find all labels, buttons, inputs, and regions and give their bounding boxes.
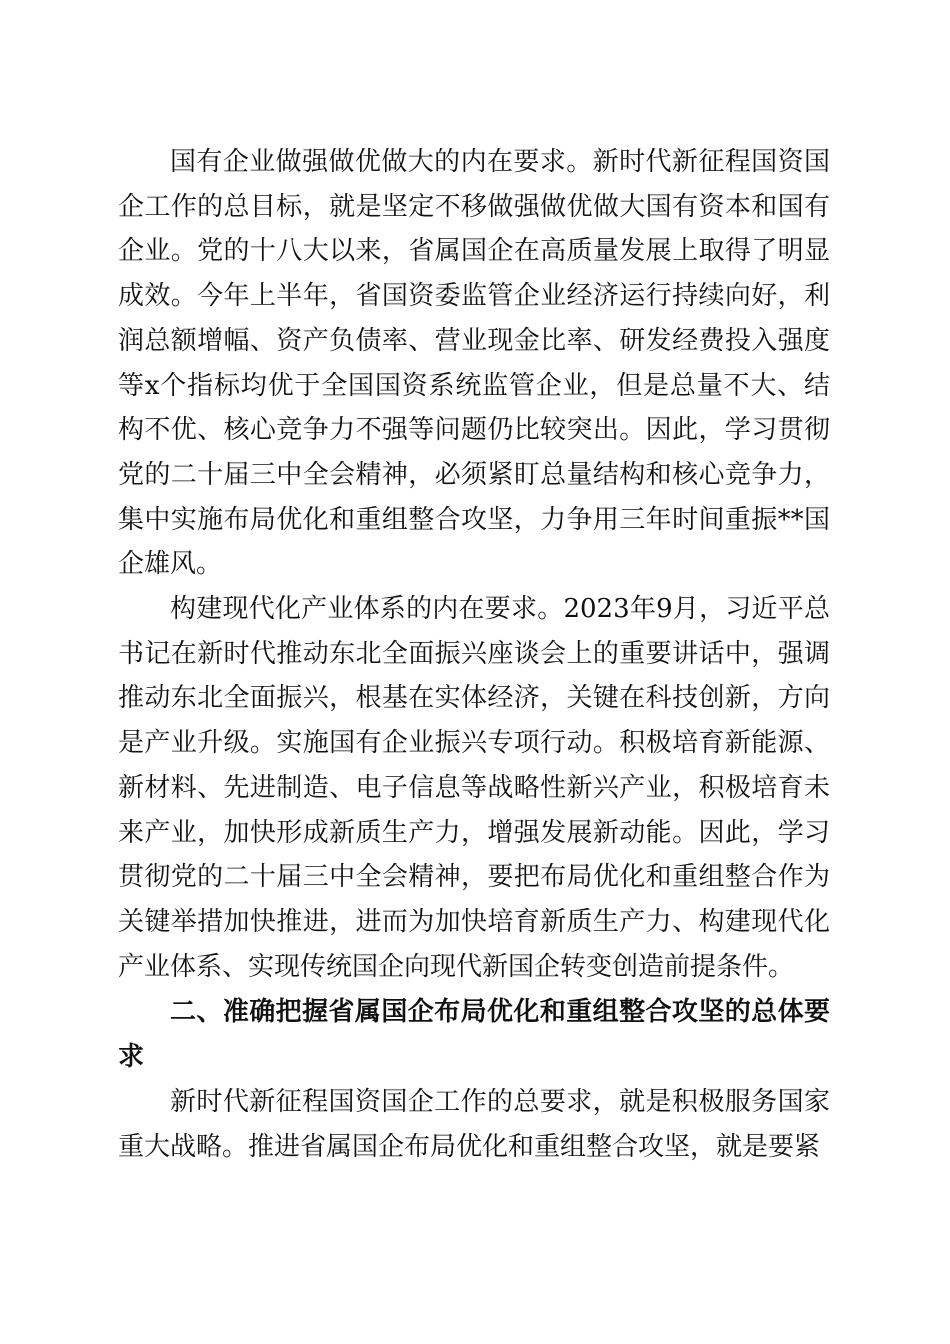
paragraph-overall-requirement: 新时代新征程国资国企工作的总要求，就是积极服务国家重大战略。推进省属国企布局优化和重组整合攻坚，就是要紧 xyxy=(118,1087,830,1162)
paragraph-state-enterprise-requirement: 国有企业做强做优做大的内在要求。新时代新征程国资国企工作的总目标，就是坚定不移做强做优做大国有资本和国有企业。党的十八大以来，省属国企在高质量发展上取得了明显成效。今年上半年，省国资委监管企业经济运行持续向好，利润总额增幅、资产负债率、营业现金比率、研发经费投入强度等x个指标均优于全国国资系统监管企业，但是总量不大、结构不优、核心竞争力不强等问题仍比较突出。因此，学习贯彻党的二十届三中全会精神，必须紧盯总量结构和核心竞争力，集中实施布局优化和重组整合攻坚，力争用三年时间重振**国企雄风。 xyxy=(118,147,830,580)
section-heading: 二、准确把握省属国企布局优化和重组整合攻坚的总体要求 xyxy=(118,997,830,1072)
paragraph-modern-industry-system: 构建现代化产业体系的内在要求。2023年9月，习近平总书记在新时代推动东北全面振兴座谈会上的重要讲话中，强调推动东北全面振兴，根基在实体经济，关键在科技创新，方向是产业升级。实施国有企业振兴专项行动。积极培育新能源、新材料、先进制造、电子信息等战略性新兴产业，积极培育未来产业，加快形成新质生产力，增强发展新动能。因此，学习贯彻党的二十届三中全会精神，要把布局优化和重组整合作为关键举措加快推进，进而为加快培育新质生产力、构建现代化产业体系、实现传统国企向现代新国企转变创造前提条件。 xyxy=(118,594,830,982)
